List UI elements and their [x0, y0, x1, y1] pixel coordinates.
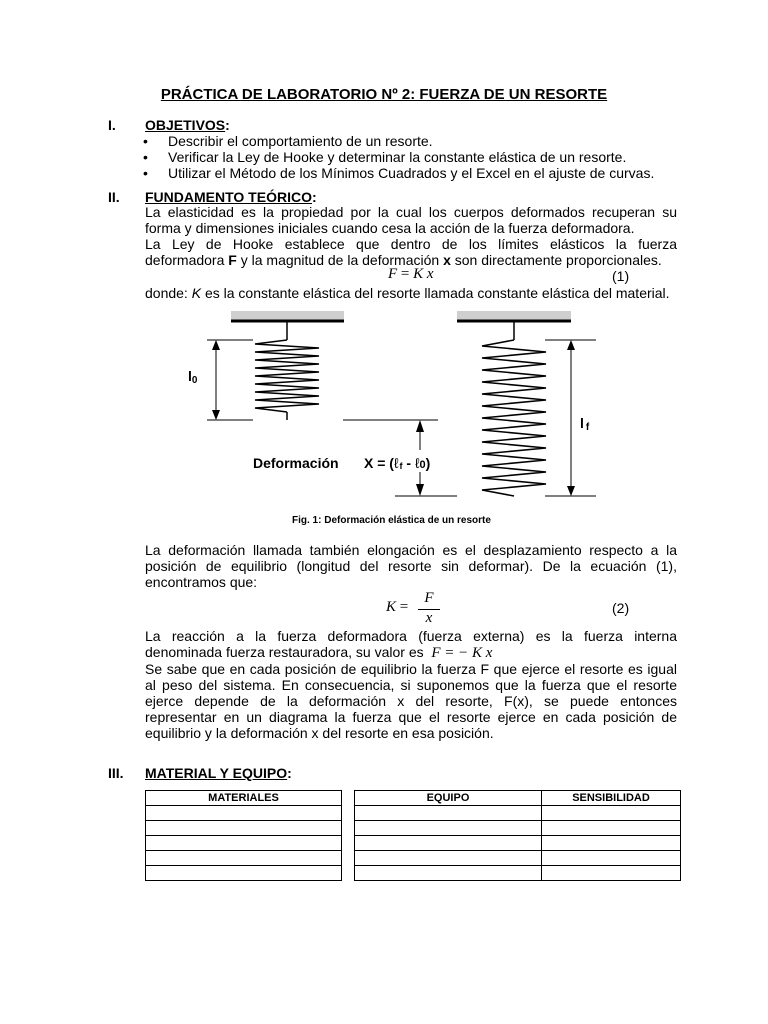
eq-k: K: [413, 266, 424, 282]
heading-colon: :: [311, 189, 317, 205]
italic-K: K: [191, 285, 202, 301]
table-cell[interactable]: [146, 851, 342, 866]
eq2-numerator: F: [424, 590, 434, 606]
paragraph-line: forma y dimensiones iniciales cuando cesa la acción de la fuerza deformadora.: [145, 220, 635, 236]
paragraph-line: equilibrio y la deformación x del resorte en esa posición.: [145, 725, 494, 741]
text-run: y la magnitud de la deformación: [236, 252, 444, 268]
paragraph-line: La reacción a la fuerza deformadora (fuerza externa) es la fuerza interna: [145, 628, 677, 644]
paragraph-line: posición de equilibrio (longitud del resorte sin deformar). De la ecuación (1),: [145, 558, 677, 574]
table-row: [146, 851, 342, 866]
l0-label: l0: [188, 368, 198, 386]
lf-arrow-head-up: [567, 340, 575, 350]
l0-arrow-head-up: [212, 340, 220, 350]
table-cell[interactable]: [355, 806, 542, 821]
eq-x: x: [426, 266, 434, 282]
table-row: [146, 866, 342, 881]
table-cell[interactable]: [146, 836, 342, 851]
table-cell[interactable]: [542, 836, 681, 851]
table-row: [355, 806, 681, 821]
figure-caption: Fig. 1: Deformación elástica de un resorte: [292, 515, 491, 526]
paragraph-line: [145, 644, 677, 661]
heading-colon: :: [287, 765, 292, 781]
eq2-lhs: [386, 599, 408, 616]
table-cell[interactable]: [355, 866, 542, 881]
table-cell[interactable]: [542, 851, 681, 866]
text-run: denominada fuerza restauradora, su valor es: [145, 644, 424, 660]
x-arrow-head-up: [416, 420, 424, 432]
bullet-text: Utilizar el Método de los Mínimos Cuadrados y el Excel en el ajuste de curvas.: [168, 165, 655, 181]
equation-2-number: (2): [612, 600, 630, 616]
paragraph-line: al peso del sistema. En consecuencia, si suponemos que la fuerza que el resorte: [145, 677, 677, 693]
heading-colon: :: [225, 117, 230, 133]
bullet-text: Verificar la Ley de Hooke y determinar la constante elástica de un resorte.: [168, 149, 627, 165]
table-cell[interactable]: [542, 806, 681, 821]
paragraph-line: representar en un diagrama la fuerza que el resorte ejerce en cada posición de: [145, 709, 677, 725]
paragraph-line: Se sabe que en cada posición de equilibrio la fuerza F que ejerce el resorte es igual: [145, 661, 677, 677]
table-cell[interactable]: [146, 821, 342, 836]
section-number-ii: II.: [108, 189, 120, 205]
objective-bullet-3: • Utilizar el Método de los Mínimos Cuadrados y el Excel en el ajuste de curvas.: [143, 165, 655, 181]
sensitivity-header: SENSIBILIDAD: [542, 791, 681, 806]
table-cell[interactable]: [146, 806, 342, 821]
bold-F: F: [228, 252, 237, 268]
text-run: deformadora: [145, 252, 229, 268]
section-number-i: I.: [108, 117, 116, 133]
table-row: [146, 836, 342, 851]
eq-lhs: K: [386, 599, 397, 615]
table-row: [146, 806, 342, 821]
equipment-table: [354, 790, 681, 881]
section-heading-material: [145, 765, 292, 781]
table-row: [355, 866, 681, 881]
heading-text: FUNDAMENTO TEÓRICO: [145, 189, 312, 205]
table-row: [146, 821, 342, 836]
table-row: [355, 821, 681, 836]
equation-3: F = − K x: [431, 645, 493, 661]
right-spring-coil: [482, 340, 546, 496]
deformation-formula: X = (ℓf - ℓ0): [364, 455, 431, 471]
paragraph-line: La deformación llamada también elongación es el desplazamiento respecto a la: [145, 542, 677, 558]
eq-op: =: [399, 599, 409, 615]
table-cell[interactable]: [355, 821, 542, 836]
heading-text: OBJETIVOS: [145, 117, 226, 133]
paragraph-line: La Ley de Hooke establece que dentro de los límites elásticos la fuerza: [145, 236, 677, 252]
left-spring-coil: [255, 340, 319, 412]
table-cell[interactable]: [146, 866, 342, 881]
heading-text: MATERIAL Y EQUIPO: [145, 765, 288, 781]
table-cell[interactable]: [355, 851, 542, 866]
text-run: donde:: [145, 285, 192, 301]
eq-lhs: F: [388, 266, 398, 282]
deformation-label: Deformación: [253, 455, 339, 471]
equipment-header: EQUIPO: [355, 791, 542, 806]
equation-1-number: (1): [612, 268, 630, 284]
section-number-iii: III.: [108, 765, 124, 781]
lf-arrow-head-down: [567, 486, 575, 496]
lf-label: l f: [580, 415, 590, 433]
bullet-text: Describir el comportamiento de un resorte.: [168, 133, 433, 149]
paragraph-line: La elasticidad es la propiedad por la cual los cuerpos deformados recuperan su: [145, 204, 677, 220]
materials-header: MATERIALES: [146, 791, 342, 806]
paragraph-line: encontramos que:: [145, 574, 258, 590]
eq2-denominator: x: [425, 610, 433, 626]
eq-op: =: [400, 266, 410, 282]
objective-bullet-2: • Verificar la Ley de Hooke y determinar la constante elástica de un resorte.: [143, 149, 627, 165]
table-cell[interactable]: [542, 821, 681, 836]
table-row: [355, 836, 681, 851]
text-run: son directamente proporcionales.: [450, 252, 662, 268]
text-run: es la constante elástica del resorte llamada constante elástica del material.: [201, 285, 670, 301]
x-arrow-head-down: [416, 484, 424, 496]
table-row: [355, 851, 681, 866]
table-cell[interactable]: [355, 836, 542, 851]
bold-x: x: [443, 252, 451, 268]
table-cell[interactable]: [542, 866, 681, 881]
l0-arrow-head-down: [212, 410, 220, 420]
materials-table: [145, 790, 342, 881]
page-title: PRÁCTICA DE LABORATORIO Nº 2: FUERZA DE UN RESORTE: [160, 86, 608, 103]
paragraph-line: ejerce depende de la deformación x del resorte, F(x), se puede entonces: [145, 693, 677, 709]
objective-bullet-1: • Describir el comportamiento de un resorte.: [143, 133, 433, 149]
